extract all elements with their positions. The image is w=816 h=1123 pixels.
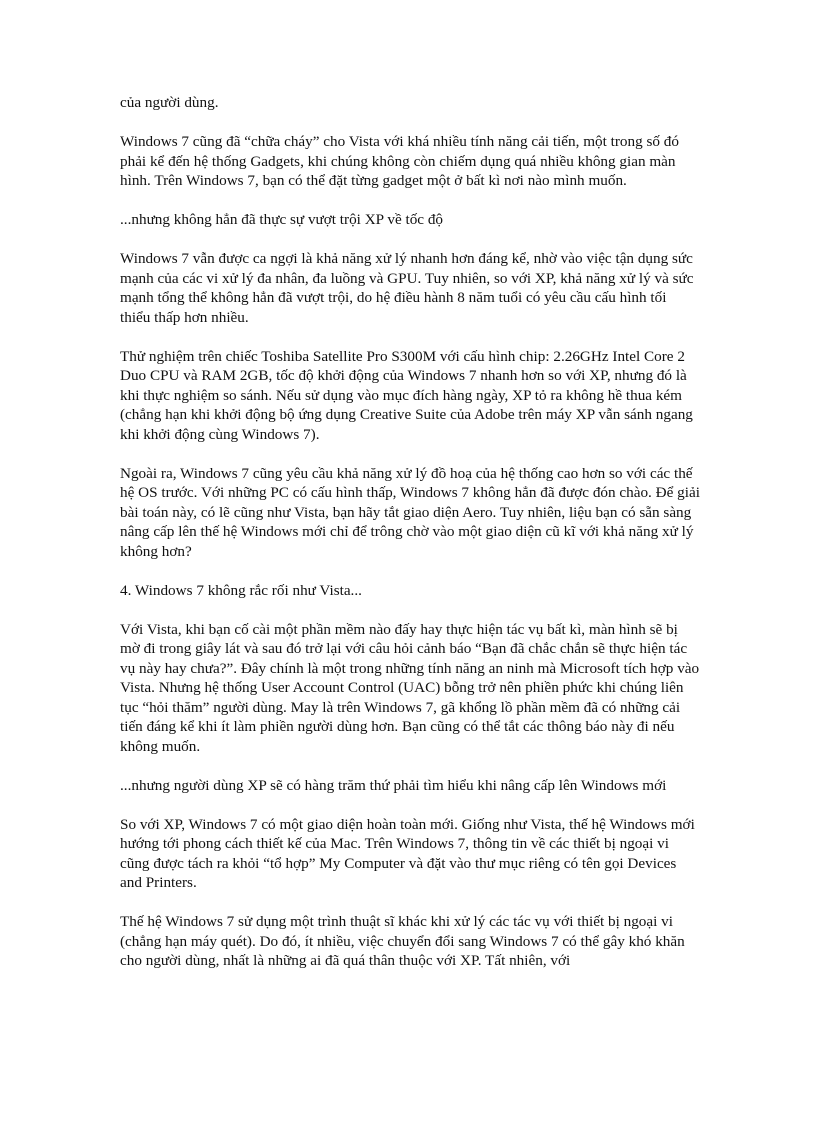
paragraph-performance: Windows 7 vẫn được ca ngợi là khả năng xử lý nhanh hơn đáng kể, nhờ vào việc tận dụng sức mạnh của các vi xử lý đa nhân, đa luồng và GPU. Tuy nhiên, so với XP, khả năng xử lý và sức mạnh tổng thể không hẳn đã vượt trội, do hệ điều hành 8 năm tuổi có yêu cầu cấu hình tối thiểu thấp hơn nhiều. [120,250,694,326]
paragraph-gadgets: Windows 7 cũng đã “chữa cháy” cho Vista với khá nhiều tính năng cải tiến, một trong số đó phải kể đến hệ thống Gadgets, khi chúng không còn chiếm dụng quá nhiều không gian màn hình. Trên Windows 7, bạn có thể đặt từng gadget một ở bất kì nơi nào mình muốn. [120,133,679,189]
section-heading-speed: ...nhưng không hẳn đã thực sự vượt trội XP về tốc độ [120,211,444,228]
paragraph-uac: Với Vista, khi bạn cố cài một phần mềm nào đấy hay thực hiện tác vụ bất kì, màn hình sẽ bị mờ đi trong giây lát và sau đó trở lại với câu hỏi cảnh báo “Bạn đã chắc chắn sẽ thực hiện tác vụ này hay chưa?”. Đây chính là một trong những tính năng an ninh mà Microsoft tích hợp vào Vista. Nhưng hệ thống User Account Control (UAC) bỗng trở nên phiền phức khi chúng liên tục “hỏi thăm” người dùng. May là trên Windows 7, gã khổng lồ phần mềm đã có những cải tiến đáng kể khi ít làm phiền người dùng hơn. Bạn cũng có thể tắt các thông báo này đi nếu không muốn. [120,620,700,755]
section-heading-vista: 4. Windows 7 không rắc rối như Vista... [120,581,362,599]
document-body [120,93,700,990]
paragraph-wizard: Thế hệ Windows 7 sử dụng một trình thuật sĩ khác khi xử lý các tác vụ với thiết bị ngoại vi (chẳng hạn máy quét). Do đó, ít nhiều, việc chuyển đổi sang Windows 7 có thể gây khó khăn cho người dùng, nhất là những ai đã quá thân thuộc với XP. Tất nhiên, với [120,913,685,969]
section-heading-xp-users: ...nhưng người dùng XP sẽ có hàng trăm thứ phải tìm hiểu khi nâng cấp lên Windows mới [120,776,667,794]
paragraph-graphics: Ngoài ra, Windows 7 cũng yêu cầu khả năng xử lý đồ hoạ của hệ thống cao hơn so với các thế hệ OS trước. Với những PC có cấu hình thấp, Windows 7 không hẳn đã được đón chào. Để giải bài toán này, có lẽ cũng như Vista, bạn hãy tắt giao diện Aero. Tuy nhiên, liệu bạn có sẵn sàng nâng cấp lên thế hệ Windows mới chỉ để trông chờ vào một giao diện cũ kĩ với khả năng xử lý không hơn? [120,464,700,560]
paragraph-toshiba-test: Thử nghiệm trên chiếc Toshiba Satellite Pro S300M với cấu hình chip: 2.26GHz Intel Core 2 Duo CPU và RAM 2GB, tốc độ khởi động của Windows 7 nhanh hơn so với XP, nhưng đó là khi thực nghiệm so sánh. Nếu sử dụng vào mục đích hàng ngày, XP tỏ ra không hề thua kém (chẳng hạn khi khởi động bộ ứng dụng Creative Suite của Adobe trên máy XP vẫn sánh ngang khi khởi động cùng Windows 7). [120,347,693,443]
paragraph-continuation: của người dùng. [120,94,219,111]
paragraph-interface: So với XP, Windows 7 có một giao diện hoàn toàn mới. Giống như Vista, thế hệ Windows mới hướng tới phong cách thiết kế của Mac. Trên Windows 7, thông tin về các thiết bị ngoại vi cũng được tách ra khỏi “tổ hợp” My Computer và đặt vào thư mục riêng có tên gọi Devices and Printers. [120,815,695,891]
